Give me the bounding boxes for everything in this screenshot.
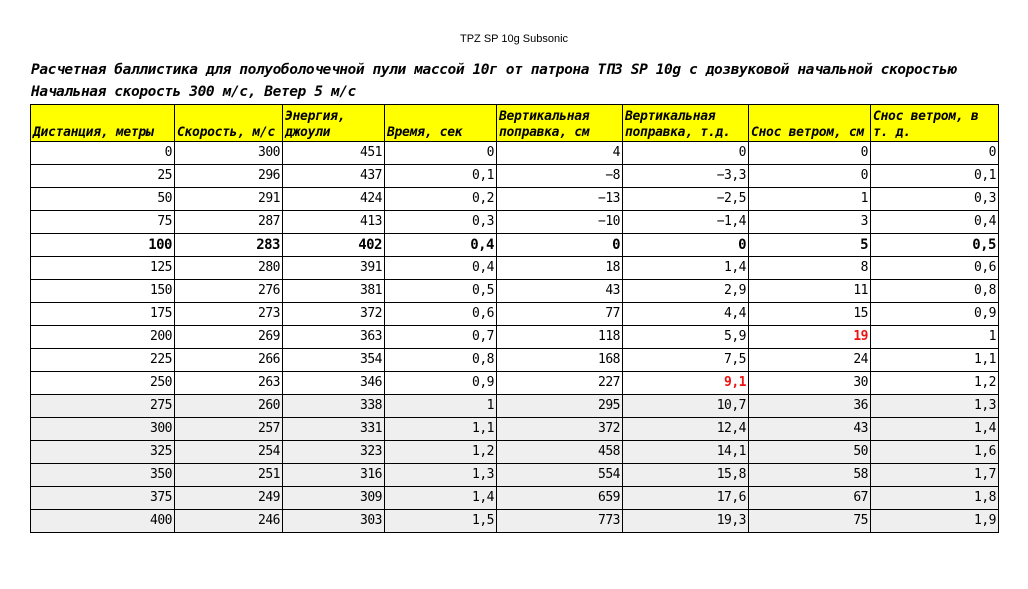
table-cell: 36 (749, 395, 871, 418)
table-cell: 451 (283, 142, 385, 165)
table-cell: 11 (749, 280, 871, 303)
table-cell: 0,3 (871, 188, 999, 211)
table-cell: 4,4 (623, 303, 749, 326)
table-cell: 0 (749, 142, 871, 165)
table-cell: 346 (283, 372, 385, 395)
table-cell: 0 (871, 142, 999, 165)
table-body (31, 142, 999, 533)
table-cell: 260 (175, 395, 283, 418)
table-cell: 0 (497, 234, 623, 257)
column-header: Вертикальная поправка, см (497, 105, 623, 142)
table-cell: 100 (31, 234, 175, 257)
table-cell: 0,8 (385, 349, 497, 372)
table-cell: 17,6 (623, 487, 749, 510)
table-cell: 246 (175, 510, 283, 533)
table-cell: 0,4 (871, 211, 999, 234)
table-cell: 1,2 (871, 372, 999, 395)
table-cell: 309 (283, 487, 385, 510)
table-cell: 254 (175, 441, 283, 464)
table-cell: 225 (31, 349, 175, 372)
table-cell: 125 (31, 257, 175, 280)
table-cell: 43 (749, 418, 871, 441)
table-cell: 5,9 (623, 326, 749, 349)
table-cell: 30 (749, 372, 871, 395)
table-cell: 1,3 (385, 464, 497, 487)
table-cell: 10,7 (623, 395, 749, 418)
table-cell: 0,8 (871, 280, 999, 303)
table-row (31, 395, 999, 418)
table-cell: 424 (283, 188, 385, 211)
table-row (31, 211, 999, 234)
table-cell: 1,2 (385, 441, 497, 464)
table-cell: 15,8 (623, 464, 749, 487)
table-row (31, 372, 999, 395)
table-cell: 200 (31, 326, 175, 349)
table-cell: 287 (175, 211, 283, 234)
table-cell: 1,1 (871, 349, 999, 372)
table-cell: 14,1 (623, 441, 749, 464)
column-header: Дистанция, метры (31, 105, 175, 142)
table-cell: 4 (497, 142, 623, 165)
table-cell: 263 (175, 372, 283, 395)
table-cell: 1,4 (623, 257, 749, 280)
table-cell: 338 (283, 395, 385, 418)
table-cell: 249 (175, 487, 283, 510)
table-cell: 0,4 (385, 234, 497, 257)
table-cell: 1,4 (385, 487, 497, 510)
table-cell: 1,8 (871, 487, 999, 510)
table-cell: 58 (749, 464, 871, 487)
table-row (31, 487, 999, 510)
table-cell: 300 (175, 142, 283, 165)
table-cell: 43 (497, 280, 623, 303)
column-header: Снос ветром, в т. д. (871, 105, 999, 142)
table-cell: 19 (749, 326, 871, 349)
table-cell: 316 (283, 464, 385, 487)
column-header: Время, сек (385, 105, 497, 142)
table-row (31, 142, 999, 165)
table-cell: 280 (175, 257, 283, 280)
table-cell: 458 (497, 441, 623, 464)
table-cell: 25 (31, 165, 175, 188)
table-cell: 283 (175, 234, 283, 257)
table-cell: 0,7 (385, 326, 497, 349)
table-row (31, 349, 999, 372)
table-cell: 19,3 (623, 510, 749, 533)
table-cell: 323 (283, 441, 385, 464)
table-cell: 227 (497, 372, 623, 395)
table-cell: 400 (31, 510, 175, 533)
table-cell: 372 (283, 303, 385, 326)
table-row (31, 326, 999, 349)
table-cell: 1,9 (871, 510, 999, 533)
table-cell: 77 (497, 303, 623, 326)
table-cell: 363 (283, 326, 385, 349)
column-header: Вертикальная поправка, т.д. (623, 105, 749, 142)
table-cell: 0,3 (385, 211, 497, 234)
table-cell: 175 (31, 303, 175, 326)
table-cell: 1,3 (871, 395, 999, 418)
table-cell: 0,6 (385, 303, 497, 326)
table-cell: 0 (749, 165, 871, 188)
table-cell: −1,4 (623, 211, 749, 234)
table-cell: 251 (175, 464, 283, 487)
page-header: TPZ SP 10g Subsonic (459, 33, 569, 45)
column-header: Снос ветром, см (749, 105, 871, 142)
table-row (31, 441, 999, 464)
table-cell: 75 (749, 510, 871, 533)
table-cell: 659 (497, 487, 623, 510)
table-cell: −2,5 (623, 188, 749, 211)
table-cell: 250 (31, 372, 175, 395)
table-cell: 300 (31, 418, 175, 441)
table-cell: 7,5 (623, 349, 749, 372)
table-cell: 18 (497, 257, 623, 280)
column-header: Скорость, м/с (175, 105, 283, 142)
table-row (31, 188, 999, 211)
table-cell: 0,1 (871, 165, 999, 188)
table-cell: 1,6 (871, 441, 999, 464)
document-subtitle: Начальная скорость 300 м/с, Ветер 5 м/с (31, 84, 356, 100)
table-cell: 0 (623, 234, 749, 257)
table-cell: 150 (31, 280, 175, 303)
table-cell: −3,3 (623, 165, 749, 188)
table-cell: 295 (497, 395, 623, 418)
table-row (31, 303, 999, 326)
table-row (31, 165, 999, 188)
table-cell: 1 (871, 326, 999, 349)
table-cell: 0,2 (385, 188, 497, 211)
table-cell: 0,4 (385, 257, 497, 280)
table-cell: 303 (283, 510, 385, 533)
table-cell: 325 (31, 441, 175, 464)
table-cell: −10 (497, 211, 623, 234)
table-row (31, 280, 999, 303)
table-cell: 554 (497, 464, 623, 487)
table-row (31, 510, 999, 533)
table-cell: 15 (749, 303, 871, 326)
table-cell: 168 (497, 349, 623, 372)
table-cell: 375 (31, 487, 175, 510)
table-cell: 0,5 (871, 234, 999, 257)
table-cell: 3 (749, 211, 871, 234)
table-cell: 1,1 (385, 418, 497, 441)
table-cell: 391 (283, 257, 385, 280)
table-cell: 413 (283, 211, 385, 234)
table-cell: 0,6 (871, 257, 999, 280)
table-cell: 0,9 (385, 372, 497, 395)
table-cell: 1 (749, 188, 871, 211)
table-cell: 354 (283, 349, 385, 372)
table-cell: 331 (283, 418, 385, 441)
table-cell: 118 (497, 326, 623, 349)
table-row (31, 257, 999, 280)
table-cell: 372 (497, 418, 623, 441)
table-cell: 50 (749, 441, 871, 464)
table-cell: −8 (497, 165, 623, 188)
table-row (31, 418, 999, 441)
table-cell: 1,7 (871, 464, 999, 487)
table-cell: 296 (175, 165, 283, 188)
table-cell: 402 (283, 234, 385, 257)
table-cell: 1,4 (871, 418, 999, 441)
table-header-row (31, 105, 999, 142)
table-cell: 0 (31, 142, 175, 165)
table-cell: 273 (175, 303, 283, 326)
table-cell: 5 (749, 234, 871, 257)
table-cell: 8 (749, 257, 871, 280)
table-cell: 1,5 (385, 510, 497, 533)
table-cell: 1 (385, 395, 497, 418)
table-cell: 269 (175, 326, 283, 349)
table-cell: 0,5 (385, 280, 497, 303)
table-row (31, 234, 999, 257)
table-cell: 350 (31, 464, 175, 487)
table-cell: 2,9 (623, 280, 749, 303)
document-title: Расчетная баллистика для полуоболочечной пули массой 10г от патрона ТПЗ SP 10g с дозвуковой начальной скоростью (31, 62, 956, 78)
table-cell: 437 (283, 165, 385, 188)
table-cell: 0,1 (385, 165, 497, 188)
table-cell: 291 (175, 188, 283, 211)
table-cell: 276 (175, 280, 283, 303)
table-cell: 9,1 (623, 372, 749, 395)
table-cell: 75 (31, 211, 175, 234)
ballistics-table (30, 104, 999, 533)
column-header: Энергия, джоули (283, 105, 385, 142)
table-cell: 266 (175, 349, 283, 372)
table-cell: 381 (283, 280, 385, 303)
table-cell: 0,9 (871, 303, 999, 326)
table-cell: 257 (175, 418, 283, 441)
table-cell: 773 (497, 510, 623, 533)
table-cell: 12,4 (623, 418, 749, 441)
table-cell: 24 (749, 349, 871, 372)
table-cell: 67 (749, 487, 871, 510)
table-cell: −13 (497, 188, 623, 211)
table-cell: 50 (31, 188, 175, 211)
table-cell: 0 (623, 142, 749, 165)
table-cell: 0 (385, 142, 497, 165)
table-cell: 275 (31, 395, 175, 418)
table-row (31, 464, 999, 487)
